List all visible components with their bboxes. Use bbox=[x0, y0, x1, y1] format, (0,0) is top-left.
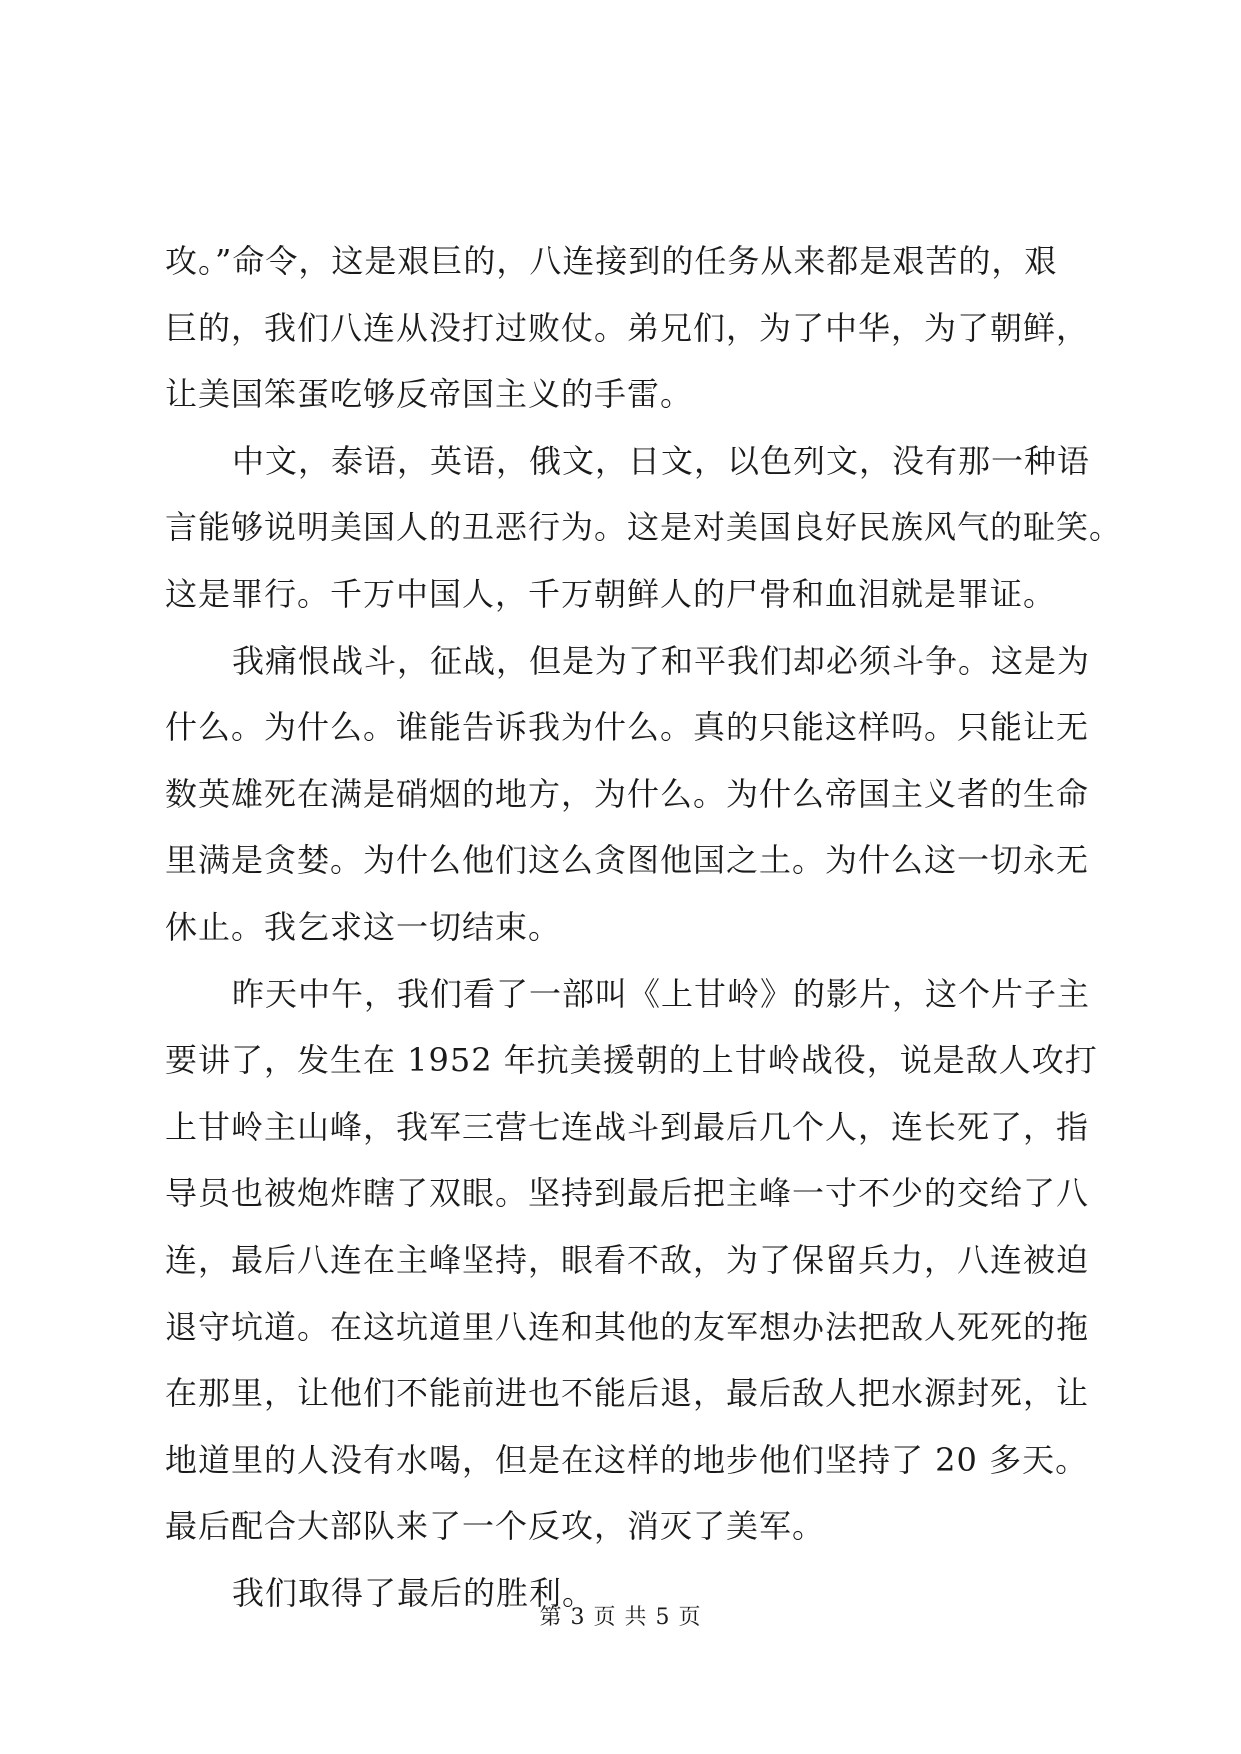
paragraph-4 bbox=[165, 961, 1098, 1560]
paragraph-line: 昨天中午，我们看了一部叫《上甘岭》的影片，这个片子主 bbox=[232, 974, 1091, 1013]
paragraph-line: 退守坑道。在这坑道里八连和其他的友军想办法把敌人死死的拖 bbox=[165, 1307, 1090, 1346]
paragraph-line: 导员也被炮炸瞎了双眼。坚持到最后把主峰一寸不少的交给了八 bbox=[165, 1174, 1090, 1213]
paragraph-line: 最后配合大部队来了一个反攻，消灭了美军。 bbox=[165, 1507, 826, 1546]
paragraph-line: 言能够说明美国人的丑恶行为。这是对美国良好民族风气的耻笑。 bbox=[165, 508, 1123, 547]
paragraph-line: 让美国笨蛋吃够反帝国主义的手雷。 bbox=[165, 375, 694, 414]
paragraph-line: 连，最后八连在主峰坚持，眼看不敌，为了保留兵力，八连被迫 bbox=[165, 1240, 1090, 1279]
paragraph-line: 我痛恨战斗，征战，但是为了和平我们却必须斗争。这是为 bbox=[232, 641, 1091, 680]
paragraph-line: 这是罪行。千万中国人，千万朝鲜人的尸骨和血泪就是罪证。 bbox=[165, 574, 1057, 613]
paragraph-line: 要讲了，发生在 1952 年抗美援朝的上甘岭战役，说是敌人攻打 bbox=[165, 1041, 1098, 1080]
paragraph-line: 里满是贪婪。为什么他们这么贪图他国之土。为什么这一切永无 bbox=[165, 841, 1090, 880]
paragraph-line: 数英雄死在满是硝烟的地方，为什么。为什么帝国主义者的生命 bbox=[165, 774, 1090, 813]
paragraph-2 bbox=[165, 428, 1123, 628]
paragraph-line: 地道里的人没有水喝，但是在这样的地步他们坚持了 20 多天。 bbox=[165, 1440, 1089, 1479]
paragraph-line: 中文，泰语，英语，俄文，日文，以色列文，没有那一种语 bbox=[232, 441, 1091, 480]
paragraph-line: 巨的，我们八连从没打过败仗。弟兄们，为了中华，为了朝鲜， bbox=[165, 308, 1090, 347]
paragraph-line: 攻。”命令，这是艰巨的，八连接到的任务从来都是艰苦的，艰 bbox=[165, 242, 1058, 280]
paragraph-line: 休止。我乞求这一切结束。 bbox=[165, 907, 562, 946]
page-number-footer: 第 3 页 共 5 页 bbox=[539, 1605, 702, 1630]
paragraph-line: 什么。为什么。谁能告诉我为什么。真的只能这样吗。只能让无 bbox=[165, 708, 1090, 747]
paragraph-line: 在那里，让他们不能前进也不能后退，最后敌人把水源封死，让 bbox=[165, 1374, 1090, 1413]
paragraph-line: 上甘岭主山峰，我军三营七连战斗到最后几个人，连长死了，指 bbox=[165, 1107, 1090, 1146]
paragraph-line: 我们取得了最后的胜利。 bbox=[232, 1573, 596, 1612]
paragraph-3 bbox=[165, 628, 1095, 961]
document-body bbox=[165, 228, 1123, 1626]
paragraph-1 bbox=[165, 228, 1095, 428]
